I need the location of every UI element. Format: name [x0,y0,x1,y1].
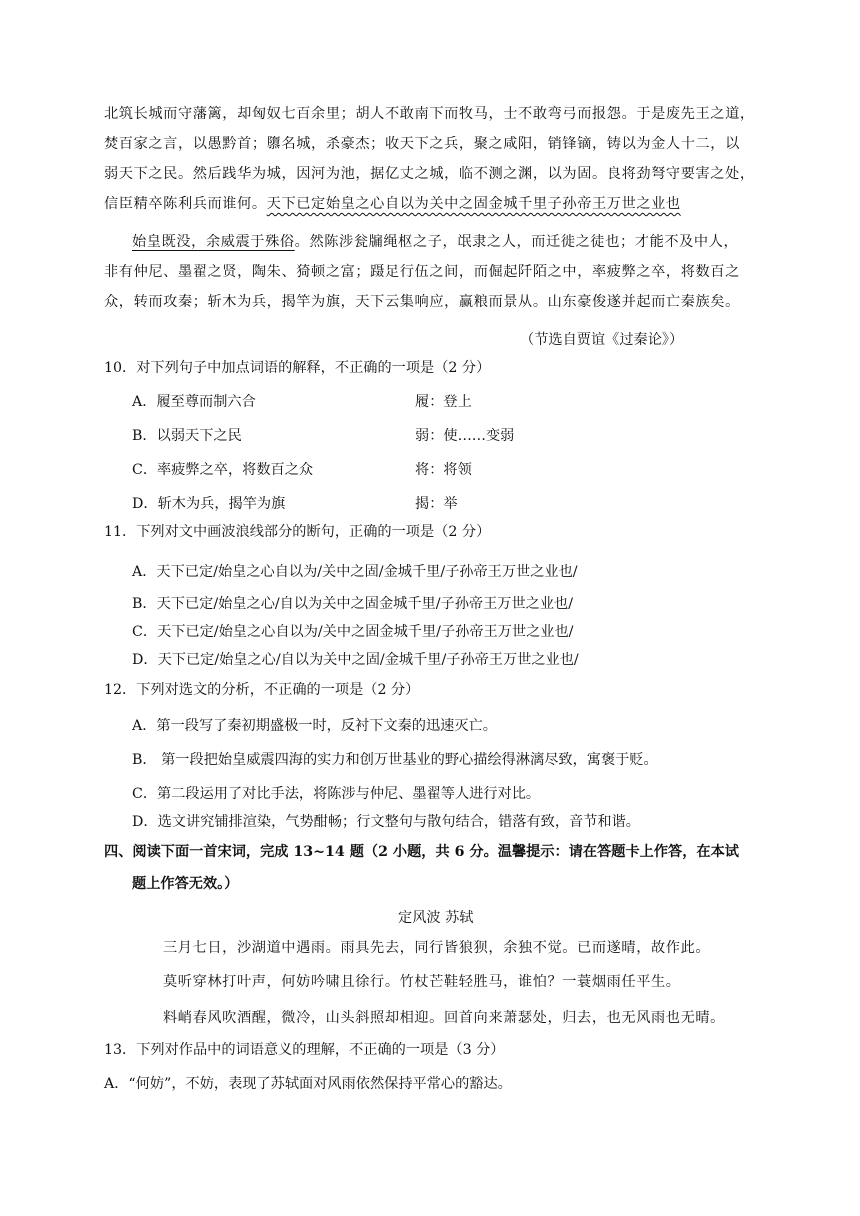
q13-stem-part2: 的一项是（3 分） [391,1042,505,1058]
wavy-underlined-sentence: 天下已定始皇之心自以为关中之固金城千里子孙帝王万世之业也 [266,196,681,212]
poem-preface: 三月七日，沙湖道中遇雨。雨具先去，同行皆狼狈，余独不觉。已而遂晴，故作此。 [163,940,711,956]
passage-line-3: 弱天下之民。然后践华为城，因河为池，据亿丈之城，临不测之渊，以为固。良将劲弩守要害之处， [104,166,755,182]
passage-line-4 [104,194,681,214]
q10-option-d-gloss: 揭：举 [415,496,458,512]
passage-line-5 [132,232,738,252]
q13-stem [104,1040,505,1060]
q12-option-d: D．选文讲究铺排渲染，气势酣畅；行文整句与散句结合，错落有致，音节和谐。 [132,814,640,830]
q10-option-a [132,392,256,412]
q10-option-b [132,426,242,446]
q10-stem-part1: 10．对下列句子中加点词语的解释， [104,360,335,376]
q10-option-b-sentence: 以弱天下之民 [156,428,242,444]
q13-stem-part1: 13．下列对作品中的词语意义的理解， [104,1042,350,1058]
passage-source: （节选自贾谊《过秦论》） [520,332,684,348]
q10-option-a-gloss: 履：登上 [415,394,472,410]
q13-stem-emphasis: 不正确 [349,1042,392,1058]
q13-option-a: A．“何妨”，不妨，表现了苏轼面对风雨依然保持平常心的豁达。 [104,1076,512,1092]
q10-option-c-sentence: 率疲弊之卒，将数百之众 [157,462,314,478]
underlined-phrase: 始皇既没，余威震于殊俗 [132,234,295,250]
q11-option-a: A．天下已定/始皇之心自以为/关中之固/金城千里/子孙帝王万世之业也/ [132,564,578,580]
poem-line-2: 料峭春风吹酒醒，微冷，山头斜照却相迎。回首向来萧瑟处，归去，也无风雨也无晴。 [163,1010,725,1026]
q10-stem [104,358,490,378]
passage-line-7: 众，转而攻秦；斩木为兵，揭竿为旗，天下云集响应，赢粮而景从。山东豪俊遂并起而亡秦族矣。 [104,294,740,310]
q12-stem-emphasis: 不正确 [263,682,307,698]
q12-option-c: C．第二段运用了对比手法，将陈涉与仲尼、墨翟等人进行对比。 [132,786,541,802]
q12-stem-part1: 12．下列对选文的分析， [104,682,264,698]
q12-stem-part2: 的一项是（2 分） [306,682,420,698]
q10-option-c-label: C． [132,462,158,478]
q10-option-d [132,494,285,514]
q12-option-a: A．第一段写了秦初期盛极一时，反衬下文秦的迅速灭亡。 [132,718,497,734]
q11-option-c: C．天下已定/始皇之心自以为/关中之固金城千里/子孙帝王万世之业也/ [132,624,574,640]
passage-line-2: 焚百家之言，以愚黔首；隳名城，杀豪杰；收天下之兵，聚之咸阳，销锋镝，铸以为金人十二，以 [104,136,740,152]
passage-line-5-text: 。然陈涉瓮牖绳枢之子，氓隶之人，而迁徙之徒也；才能不及中人， [294,234,739,250]
q10-option-a-label: A． [132,394,157,410]
section-4-heading-line-1: 四、阅读下面一首宋词，完成 13~14 题（2 小题，共 6 分。温馨提示：请在答题卡上作答，在本试 [104,844,739,860]
q10-option-d-sentence: 斩木为兵，揭竿为旗 [157,496,286,512]
q12-option-b: B． 第一段把始皇威震四海的实力和创万世基业的野心描绘得淋漓尽致，寓褒于贬。 [132,752,658,768]
q10-stem-emphasis: 不正确 [334,360,378,376]
passage-line-4-text: 信臣精卒陈利兵而谁何。 [104,196,267,212]
q11-option-b: B．天下已定/始皇之心/自以为关中之固金城千里/子孙帝王万世之业也/ [132,596,573,612]
q10-stem-part2: 的一项是（2 分） [377,360,491,376]
q10-option-c [132,460,313,480]
q11-stem: 11．下列对文中画波浪线部分的断句，正确的一项是（2 分） [104,524,491,540]
q10-option-a-sentence: 履至尊而制六合 [156,394,256,410]
q11-option-d: D．天下已定/始皇之心/自以为关中之固/金城千里/子孙帝王万世之业也/ [132,652,579,668]
q10-option-b-gloss: 弱：使……变弱 [415,428,515,444]
q12-stem [104,680,419,700]
q10-option-b-label: B． [132,428,157,444]
poem-title: 定风波 苏轼 [398,910,474,926]
passage-line-6: 非有仲尼、墨翟之贤，陶朱、猗顿之富；蹑足行伍之间，而倔起阡陌之中，率疲弊之卒，将数百之 [104,264,740,280]
q10-option-c-gloss: 将：将领 [415,462,472,478]
q10-option-d-label: D． [132,496,158,512]
passage-line-1: 北筑长城而守藩篱，却匈奴七百余里；胡人不敢南下而牧马，士不敢弯弓而报怨。于是废先王之道， [104,106,755,122]
poem-line-1: 莫听穿林打叶声，何妨吟啸且徐行。竹杖芒鞋轻胜马，谁怕？一蓑烟雨任平生。 [163,974,681,990]
section-4-heading-line-2: 题上作答无效。） [132,876,239,892]
